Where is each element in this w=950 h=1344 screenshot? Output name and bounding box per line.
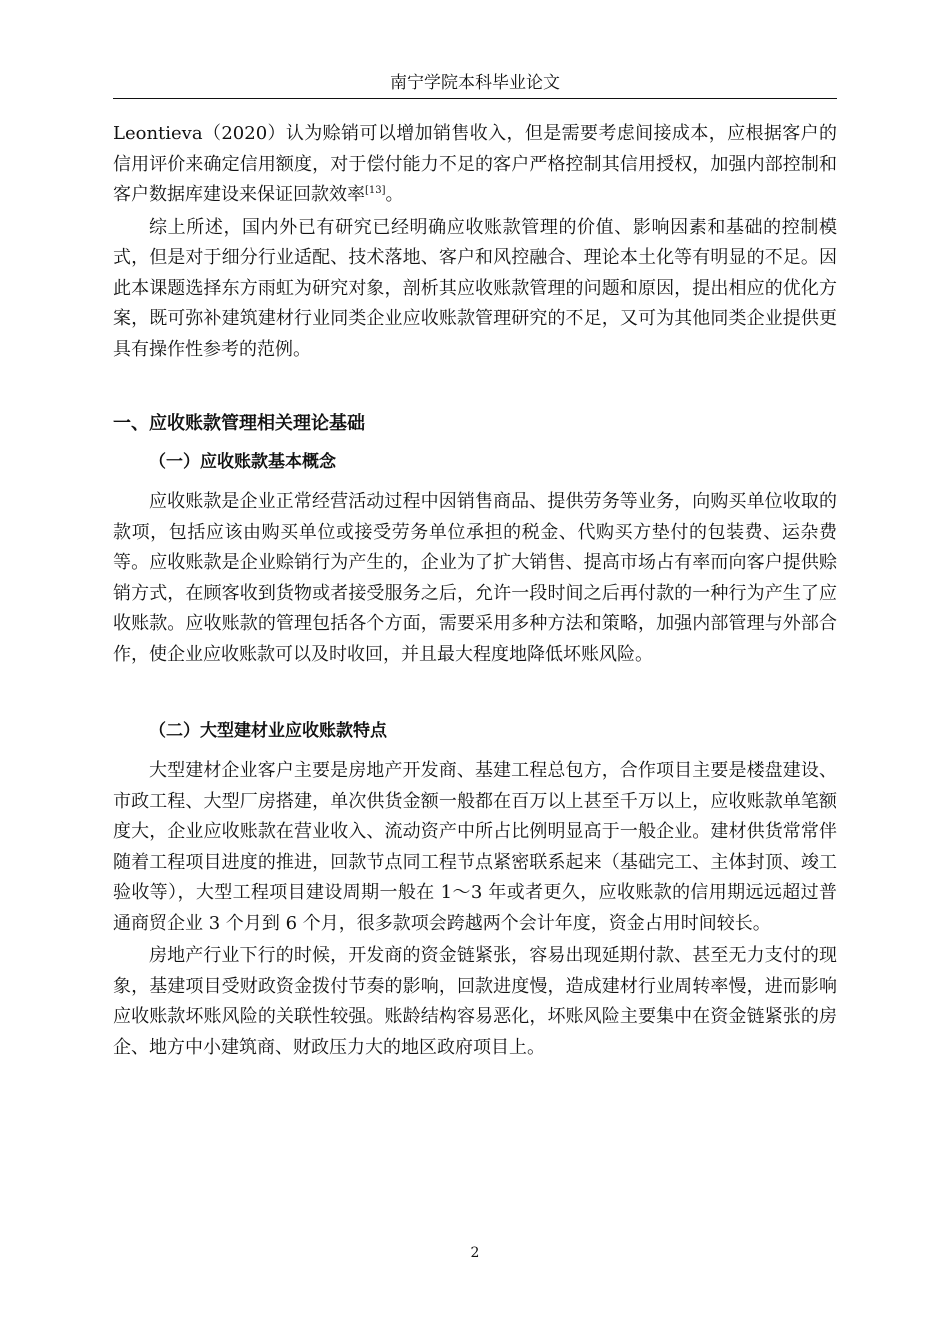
paragraph-features: 大型建材企业客户主要是房地产开发商、基建工程总包方，合作项目主要是楼盘建设、市政工程、大型厂房搭建，单次供货金额一般都在百万以上甚至千万以上，应收账款单笔额度大，企业应收账款在营业收入、流动资产中所占比例明显高于一般企业。建材供货常常伴随着工程项目进度的推进，回款节点同工程节点紧密联系起来（基础完工、主体封顶、竣工验收等），大型工程项目建设周期一般在 1～3 年或者更久，应收账款的信用期远远超过普通商贸企业 3 个月到 6 个月，很多款项会跨越两个会计年度，资金占用时间较长。 [113, 760, 837, 934]
paragraph-risk: 房地产行业下行的时候，开发商的资金链紧张，容易出现延期付款、甚至无力支付的现象，基建项目受财政资金拨付节奏的影响，回款进度慢，造成建材行业周转率慢，进而影响应收账款坏账风险的关联性较强。账龄结构容易恶化，坏账风险主要集中在资金链紧张的房企、地方中小建筑商、财政压力大的地区政府项目上。 [113, 945, 837, 1058]
page-number: 2 [470, 1245, 480, 1261]
citation-ref: [13] [365, 185, 386, 196]
section-heading: 一、应收账款管理相关理论基础 [113, 413, 365, 434]
subsection-heading-concept: （一）应收账款基本概念 [149, 452, 336, 472]
paragraph-concept: 应收账款是企业正常经营活动过程中因销售商品、提供劳务等业务，向购买单位收取的款项，包括应该由购买单位或接受劳务单位承担的税金、代购买方垫付的包装费、运杂费等。应收账款是企业赊销行为产生的，企业为了扩大销售、提高市场占有率而向客户提供赊销方式，在顾客收到货物或者接受服务之后，允许一段时间之后再付款的一种行为产生了应收账款。应收账款的管理包括各个方面，需要采用多种方法和策略，加强内部管理与外部合作，使企业应收账款可以及时收回，并且最大程度地降低坏账风险。 [113, 491, 837, 665]
paragraph-end: 。 [385, 184, 404, 205]
page-body [113, 119, 837, 1063]
running-header: 南宁学院本科毕业论文 [113, 72, 837, 99]
paragraph-summary: 综上所述，国内外已有研究已经明确应收账款管理的价值、影响因素和基础的控制模式，但是对于细分行业适配、技术落地、客户和风控融合、理论本土化等有明显的不足。因此本课题选择东方雨虹为研究对象，剖析其应收账款管理的问题和原因，提出相应的优化方案，既可弥补建筑建材行业同类企业应收账款管理研究的不足，又可为其他同类企业提供更具有操作性参考的范例。 [113, 216, 837, 360]
paragraph-text: Leontieva（2020）认为赊销可以增加销售收入，但是需要考虑间接成本，应根据客户的信用评价来确定信用额度，对于偿付能力不足的客户严格控制其信用授权，加强内部控制和客户数据库建设来保证回款效率 [113, 123, 837, 205]
paragraph-leontieva [113, 119, 837, 211]
subsection-heading-features: （二）大型建材业应收账款特点 [149, 721, 387, 741]
